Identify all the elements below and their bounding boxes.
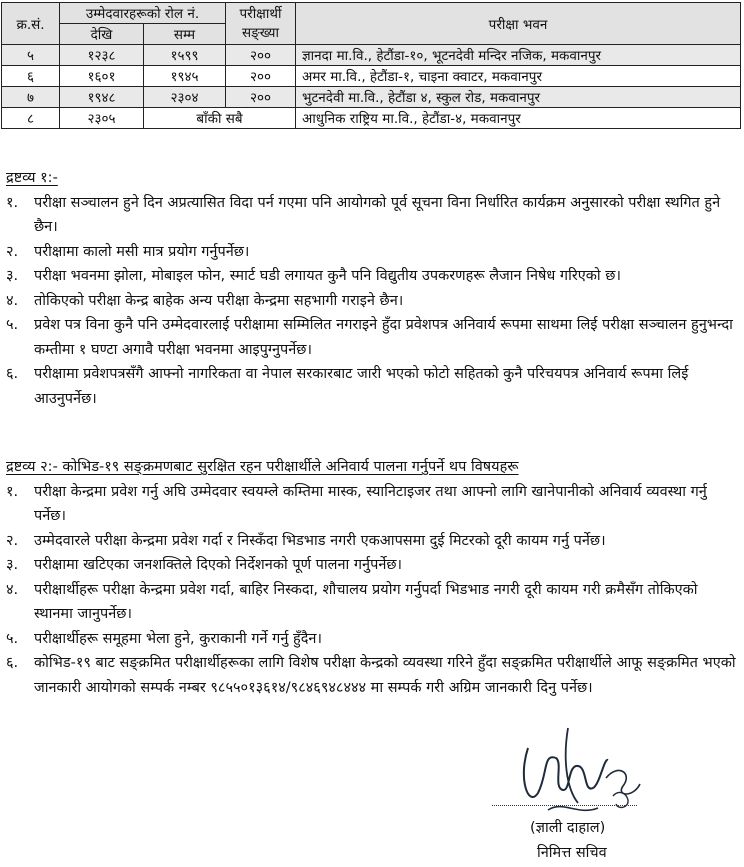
header-to: सम्म	[144, 24, 226, 45]
signer-name: (ज्ञाली दाहाल)	[530, 820, 606, 836]
item-text: प्रवेश पत्र विना कुनै पनि उम्मेदवारलाई परीक्षामा सम्मिलित नगराइने हुँदा प्रवेशपत्र अनिवार्य रूपमा साथमा लिई परीक्षा सञ्चालन हुनुभन्दा कम्तीमा १ घण्टा अगावै परीक्षा भवनमा आइपुग्नुपर्नेछ।	[34, 317, 733, 358]
item-number: २.	[6, 532, 19, 549]
header-from: देखि	[60, 24, 144, 45]
item-number: ५.	[6, 630, 19, 647]
list-item	[6, 313, 738, 362]
item-number: ४.	[6, 581, 19, 598]
cell-count: २००	[226, 87, 296, 108]
item-text: परीक्षा केन्द्रमा प्रवेश गर्नु अघि उम्मेदवार स्वयम्ले कम्तिमा मास्क, स्यानिटाइजर तथा आफ्नो लागि खानेपानीको अनिवार्य व्यवस्था गर्नु पर्नेछ।	[34, 483, 707, 524]
item-number: १.	[6, 194, 19, 211]
list-item	[6, 480, 738, 529]
list-item	[6, 651, 738, 700]
item-text: उम्मेदवारले परीक्षा केन्द्रमा प्रवेश गर्दा र निस्कँदा भिडभाड नगरी एकआपसमा दुई मिटरको दूरी कायम गर्नु पर्नेछ।	[34, 532, 606, 549]
cell-sn: ५	[2, 45, 60, 66]
item-number: ३.	[6, 557, 19, 573]
header-venue: परीक्षा भवन	[296, 3, 741, 45]
cell-to: १५९९	[144, 45, 226, 66]
list-item	[6, 289, 738, 314]
cell-count: २००	[226, 45, 296, 66]
cell-venue: ज्ञानदा मा.वि., हेटौंडा-१०, भूटनदेवी मन्दिर नजिक, मकवानपुर	[296, 45, 741, 66]
cell-to: १९४५	[144, 66, 226, 87]
cell-venue: अमर मा.वि., हेटौंडा-१, चाइना क्वाटर, मकवानपुर	[296, 66, 741, 87]
header-roll-group: उम्मेदवारहरूको रोल नं.	[60, 3, 226, 24]
item-text: परीक्षा सञ्चालन हुने दिन अप्रत्यासित विदा पर्न गएमा पनि आयोगको पूर्व सूचना विना निर्धारित कार्यक्रम अनुसारको परीक्षा स्थगित हुने छैन।	[34, 194, 721, 235]
table-row	[2, 108, 741, 129]
cell-sn: ७	[2, 87, 60, 108]
signature-line	[492, 805, 637, 806]
note-2-heading: द्रष्टव्य २:- कोभिड-१९ सङ्क्रमणबाट सुरक्षित रहन परीक्षार्थीले अनिवार्य पालना गर्नुपर्ने थप विषयहरू	[6, 459, 519, 475]
cell-sn: ८	[2, 108, 60, 129]
note-1	[6, 166, 738, 411]
item-number: ४.	[6, 292, 19, 309]
item-text: परीक्षार्थीहरू समूहमा भेला हुने, कुराकानी गर्ने गर्नु हुँदैन।	[34, 630, 322, 647]
handwritten-signature	[508, 718, 648, 828]
item-text: परीक्षा भवनमा झोला, मोबाइल फोन, स्मार्ट घडी लगायत कुनै पनि विद्युतीय उपकरणहरू लैजान निषेध गरिएको छ।	[34, 268, 621, 284]
cell-from: २३०५	[60, 108, 144, 129]
cell-from: १२३८	[60, 45, 144, 66]
item-text: परीक्षामा खटिएका जनशक्तिले दिएको निर्देशनको पूर्ण पालना गर्नुपर्नेछ।	[34, 557, 403, 573]
item-number: २.	[6, 243, 19, 260]
header-count: परीक्षार्थी सङ्ख्या	[226, 3, 296, 45]
item-text: परीक्षामा प्रवेशपत्रसँगै आफ्नो नागरिकता वा नेपाल सरकारबाट जारी भएको फोटो सहितको कुनै परिचयपत्र अनिवार्य रूपमा लिई आउनुपर्नेछ।	[34, 366, 689, 407]
signer-title: निमित्त सचिव	[537, 845, 607, 861]
list-item	[6, 264, 738, 289]
list-item	[6, 627, 738, 652]
list-item	[6, 529, 738, 554]
item-number: ६.	[6, 366, 19, 382]
cell-from: १९४८	[60, 87, 144, 108]
item-text: परीक्षामा कालो मसी मात्र प्रयोग गर्नुपर्नेछ।	[34, 243, 250, 260]
list-item	[6, 553, 738, 578]
cell-sn: ६	[2, 66, 60, 87]
item-text: कोभिड-१९ बाट सङ्क्रमित परीक्षार्थीहरूका लागि विशेष परीक्षा केन्द्रको व्यवस्था गरिने हुँदा सङ्क्रमित परीक्षार्थीले आफू सङ्क्रमित भएको जानकारी आयोगको सम्पर्क नम्बर ९८५५०१३६१४/९८४६९४८४४४ मा सम्पर्क गरी अग्रिम जानकारी दिनु पर्नेछ।	[34, 655, 736, 696]
exam-center-table	[1, 2, 741, 129]
list-item	[6, 191, 738, 240]
item-number: १.	[6, 483, 19, 500]
list-item	[6, 578, 738, 627]
cell-from: १६०१	[60, 66, 144, 87]
list-item	[6, 362, 738, 411]
item-number: ३.	[6, 268, 19, 284]
table-row	[2, 87, 741, 108]
note-1-heading: द्रष्टव्य १:-	[6, 170, 58, 186]
table-row	[2, 66, 741, 87]
cell-rest: बाँकी सबै	[144, 108, 296, 129]
header-sn: क्र.सं.	[2, 3, 60, 45]
item-number: ६.	[6, 655, 19, 671]
cell-venue: आधुनिक राष्ट्रिय मा.वि., हेटौंडा-४, मकवानपुर	[296, 108, 741, 129]
table-row	[2, 45, 741, 66]
note-2	[6, 455, 738, 700]
item-text: परीक्षार्थीहरू परीक्षा केन्द्रमा प्रवेश गर्दा, बाहिर निस्कदा, शौचालय प्रयोग गर्नुपर्दा भिडभाड नगरी दूरी कायम गरी क्रमैसँग तोकिएको स्थानमा जानुपर्नेछ।	[34, 581, 698, 622]
cell-venue: भुटनदेवी मा.वि., हेटौंडा ४, स्कुल रोड, मकवानपुर	[296, 87, 741, 108]
list-item	[6, 240, 738, 265]
cell-to: २३०४	[144, 87, 226, 108]
cell-count: २००	[226, 66, 296, 87]
item-text: तोकिएको परीक्षा केन्द्र बाहेक अन्य परीक्षा केन्द्रमा सहभागी गराइने छैन।	[34, 292, 404, 309]
item-number: ५.	[6, 317, 19, 333]
